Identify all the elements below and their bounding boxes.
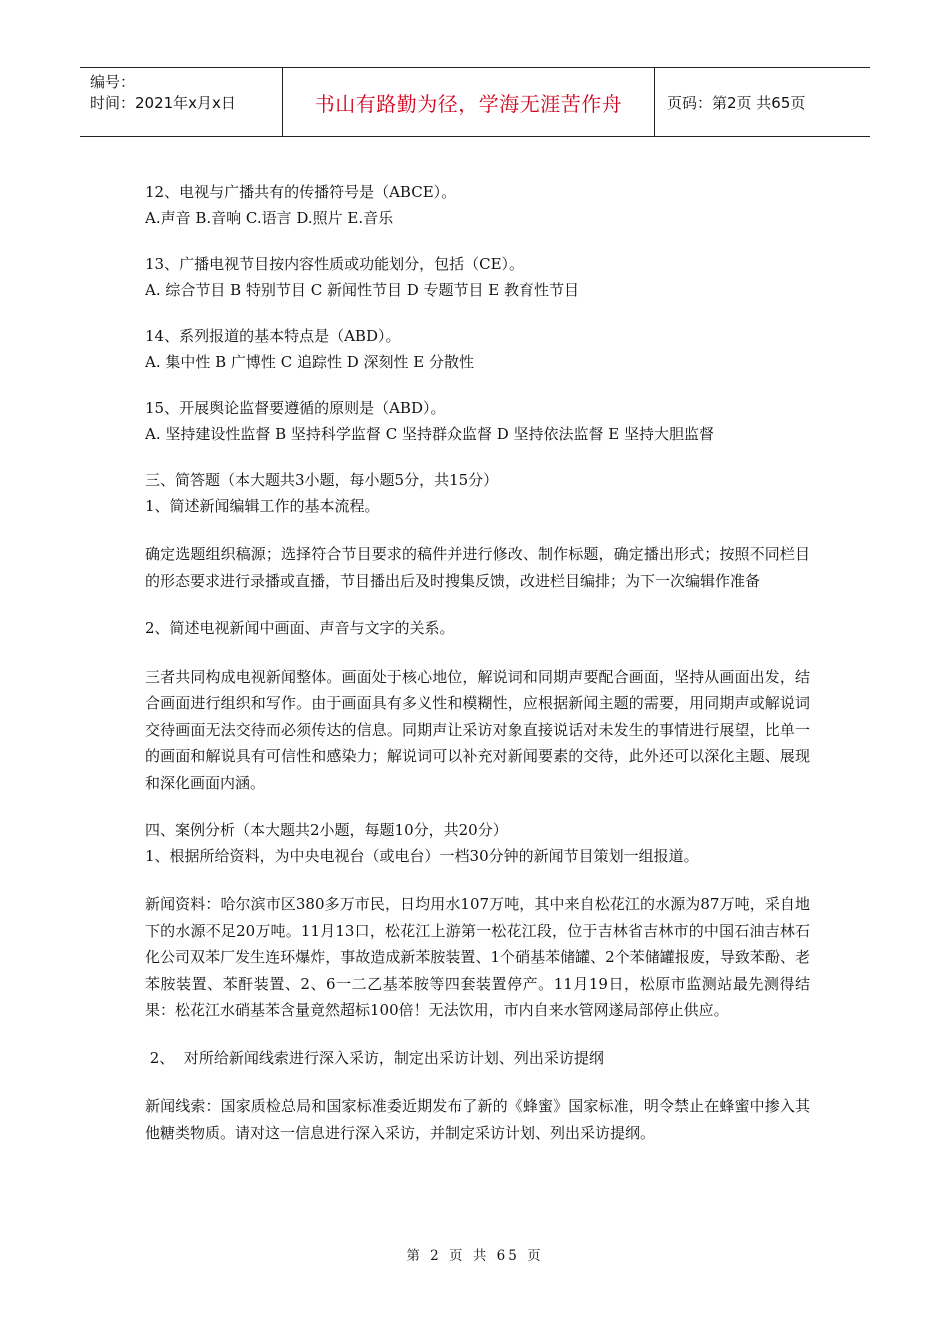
- question-15-options: A. 坚持建设性监督 B 坚持科学监督 C 坚持群众监督 D 坚持依法监督 E 坚持大胆监督: [145, 424, 714, 443]
- section-3-question-2: 2、简述电视新闻中画面、声音与文字的关系。: [145, 619, 455, 637]
- page-header: [80, 67, 870, 137]
- section-4-material: 新闻资料：哈尔滨市区380多万市民，日均用水107万吨，其中来自松花江的水源为87万吨，采自地下的水源不足20万吨。11月13口，松花江上游第一松花江段，位于吉林省吉林市的中国石油吉林石化公司双苯厂发生连环爆炸，事故造成新苯胺装置、1个硝基苯储罐、2个苯储罐报废，导致苯酚、老苯胺装置、苯酐装置、2、6一二乙基苯胺等四套装置停产。11月19日，松原市监测站最先测得结果：松花江水硝基苯含量竟然超标100倍！无法饮用，市内自来水管网遂局部停止供应。: [145, 895, 810, 1019]
- section-4-clue: 新闻线索：国家质检总局和国家标准委近期发布了新的《蜂蜜》国家标准，明令禁止在蜂蜜中掺入其他糖类物质。请对这一信息进行深入采访，并制定采访计划、列出采访提纲。: [145, 1097, 810, 1142]
- question-12-options: A.声音 B.音响 C.语言 D.照片 E.音乐: [145, 208, 394, 227]
- question-13: 13、广播电视节目按内容性质或功能划分，包括（CE）。: [145, 255, 525, 273]
- header-meta: [80, 68, 282, 136]
- section-3-answer-2: 三者共同构成电视新闻整体。画面处于核心地位，解说词和同期声要配合画面，坚持从画面出发，结合画面进行组织和写作。由于画面具有多义性和模糊性，应根据新闻主题的需要，用同期声或解说词交待画面无法交待而必须传达的信息。同期声让采访对象直接说话对未发生的事情进行展望，比单一的画面和解说具有可信性和感染力；解说词可以补充对新闻要素的交待，此外还可以深化主题、展现和深化画面内涵。: [145, 667, 810, 792]
- section-4-question-1: 1、根据所给资料，为中央电视台（或电台）一档30分钟的新闻节目策划一组报道。: [145, 846, 699, 865]
- question-14-options: A. 集中性 B 广博性 C 追踪性 D 深刻性 E 分散性: [145, 352, 474, 371]
- document-date-label: 时间：2021年x月x日: [90, 94, 236, 112]
- header-page-info: 页码：第2页 共65页: [667, 93, 806, 112]
- page-footer: 第 2 页 共 65 页: [406, 1248, 544, 1264]
- question-13-options: A. 综合节目 B 特别节目 C 新闻性节目 D 专题节目 E 教育性节目: [145, 280, 579, 299]
- document-number-label: 编号：: [90, 73, 136, 91]
- question-12: 12、电视与广播共有的传播符号是（ABCE）。: [145, 183, 457, 201]
- question-15: 15、开展舆论监督要遵循的原则是（ABD）。: [145, 399, 446, 417]
- question-14: 14、系列报道的基本特点是（ABD）。: [145, 327, 401, 345]
- section-4-title: 四、案例分析（本大题共2小题，每题10分，共20分）: [145, 821, 508, 839]
- document-body: [145, 180, 810, 1146]
- section-3-question-1: 1、简述新闻编辑工作的基本流程。: [145, 496, 380, 515]
- section-4-question-2: 2、 对所给新闻线索进行深入采访，制定出采访计划、列出采访提纲: [145, 1048, 604, 1067]
- section-3-title: 三、简答题（本大题共3小题，每小题5分，共15分）: [145, 471, 499, 489]
- header-motto: 书山有路勤为径，学海无涯苦作舟: [282, 68, 655, 136]
- section-3-answer-1: 确定选题组织稿源；选择符合节目要求的稿件并进行修改、制作标题，确定播出形式；按照不同栏目的形态要求进行录播或直播，节目播出后及时搜集反馈，改进栏目编排；为下一次编辑作准备: [145, 545, 810, 590]
